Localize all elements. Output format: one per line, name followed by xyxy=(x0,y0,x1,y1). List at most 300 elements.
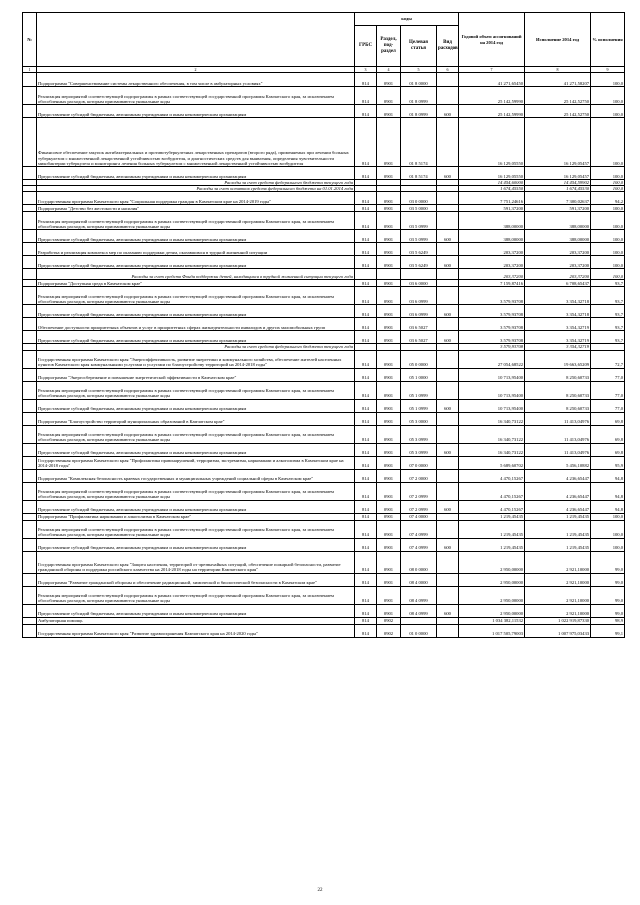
cell-cs: 01 0 0000 xyxy=(401,624,437,637)
cell-rz: 0902 xyxy=(377,617,401,624)
cell-cs: 01 8 0999 xyxy=(401,87,437,105)
cell-vr xyxy=(437,624,459,637)
cell-rz: 0901 xyxy=(377,331,401,344)
header-cs: Целевая статья xyxy=(401,26,437,67)
cell-grbs: 814 xyxy=(355,520,377,538)
cell-plan: 5 689,60702 xyxy=(459,456,525,469)
cell-cs: 03 5 6249 xyxy=(401,256,437,269)
cell-vr: 600 xyxy=(437,500,459,513)
cell-fact: 8 250,60733 xyxy=(525,368,591,381)
cell-fact: 14 454,59902 xyxy=(525,180,591,186)
cell-grbs: 814 xyxy=(355,604,377,617)
cell-grbs: 814 xyxy=(355,469,377,482)
cell-pct: 100,0 xyxy=(591,87,625,105)
table-row xyxy=(23,443,625,456)
cell-num xyxy=(23,192,37,205)
cell-name: Реализация мероприятий соответствующей подпрограммы в рамках соответствующей государственной программы Камчатского края, за исключением обособленных расходов, которым присваиваются уникальные коды xyxy=(37,425,355,443)
cell-plan: 203,37200 xyxy=(459,269,525,280)
cell-grbs: 814 xyxy=(355,412,377,425)
cell-name: Подпрограмма "Доступная среда в Камчатском крае" xyxy=(37,280,355,287)
cell-fact: 41 271,58207 xyxy=(525,73,591,87)
table-row xyxy=(23,87,625,105)
cell-pct: 99,1 xyxy=(591,624,625,637)
cell-pct: 93,7 xyxy=(591,331,625,344)
header-grbs: ГРБС xyxy=(355,26,377,67)
table-row xyxy=(23,331,625,344)
cell-vr xyxy=(437,482,459,500)
cell-grbs: 814 xyxy=(355,617,377,624)
cell-pct: 100,0 xyxy=(591,520,625,538)
cell-plan: 203,37200 xyxy=(459,256,525,269)
cell-grbs: 814 xyxy=(355,399,377,412)
table-row xyxy=(23,573,625,586)
cell-cs: 05 1 0000 xyxy=(401,368,437,381)
cell-pct: 100,0 xyxy=(591,180,625,186)
cell-num xyxy=(23,604,37,617)
cell-name: Реализация мероприятий соответствующей подпрограммы в рамках соответствующей государственной программы Камчатского края, за исключением обособленных расходов, которым присваиваются уникальные коды xyxy=(37,381,355,399)
cell-cs: 03 6 5027 xyxy=(401,331,437,344)
cell-plan: 7 159,87416 xyxy=(459,280,525,287)
cell-plan: 1 017 505,79003 xyxy=(459,624,525,637)
cell-vr xyxy=(437,425,459,443)
cell-grbs: 814 xyxy=(355,538,377,551)
cell-cs: 03 5 0000 xyxy=(401,205,437,212)
cell-plan: 203,37200 xyxy=(459,243,525,256)
cell-grbs: 814 xyxy=(355,167,377,180)
cell-num xyxy=(23,118,37,167)
table-row xyxy=(23,305,625,318)
cell-cs: 08 4 0999 xyxy=(401,604,437,617)
cell-rz: 0902 xyxy=(377,624,401,637)
cell-rz: 0901 xyxy=(377,482,401,500)
table-row xyxy=(23,350,625,368)
cell-fact: 2 921,10000 xyxy=(525,586,591,604)
table-row xyxy=(23,456,625,469)
cell-plan: 16 340,73122 xyxy=(459,443,525,456)
cell-plan: 2 950,00000 xyxy=(459,573,525,586)
cell-plan: 3 579,93708 xyxy=(459,318,525,331)
cell-plan: 4 470,15267 xyxy=(459,469,525,482)
cell-rz: 0901 xyxy=(377,551,401,573)
cell-vr xyxy=(437,192,459,205)
cell-plan: 41 271,65450 xyxy=(459,73,525,87)
cell-pct: 94,8 xyxy=(591,482,625,500)
cell-vr: 600 xyxy=(437,305,459,318)
table-row xyxy=(23,399,625,412)
cell-plan: 2 950,00000 xyxy=(459,551,525,573)
cell-plan: 3 579,93708 xyxy=(459,287,525,305)
cell-fact: 388,00000 xyxy=(525,230,591,243)
cell-cs: 05 3 0000 xyxy=(401,412,437,425)
cell-fact: 1 219,45435 xyxy=(525,513,591,520)
cell-grbs: 814 xyxy=(355,425,377,443)
table-row xyxy=(23,624,625,637)
cell-grbs: 814 xyxy=(355,318,377,331)
cell-vr xyxy=(437,287,459,305)
table-row xyxy=(23,425,625,443)
cell-vr xyxy=(437,73,459,87)
cell-name: Государственная программа Камчатского края "Энергоэффективность, развитие энергетики и коммунального хозяйства, обеспечение жителей населенных пунктов Камчатского края коммунальными услугами и услугами по благоустройству территорий на 2014-2018 годы" xyxy=(37,350,355,368)
cell-fact: 8 250,60733 xyxy=(525,399,591,412)
cell-pct: 100,0 xyxy=(591,73,625,87)
cell-pct: 69,8 xyxy=(591,425,625,443)
cell-cs: 01 8 5174 xyxy=(401,167,437,180)
cell-fact: 8 250,60733 xyxy=(525,381,591,399)
cell-vr: 600 xyxy=(437,256,459,269)
cell-num xyxy=(23,280,37,287)
cell-cs xyxy=(401,617,437,624)
cell-plan: 1 219,45435 xyxy=(459,538,525,551)
cell-num xyxy=(23,256,37,269)
cell-grbs: 814 xyxy=(355,551,377,573)
cell-grbs: 814 xyxy=(355,331,377,344)
cell-name: Реализация мероприятий соответствующей подпрограммы в рамках соответствующей государственной программы Камчатского края, за исключением обособленных расходов, которым присваиваются уникальные коды xyxy=(37,87,355,105)
cell-pct: 100,0 xyxy=(591,118,625,167)
cell-cs: 03 0 0000 xyxy=(401,192,437,205)
cell-pct: 100,0 xyxy=(591,212,625,230)
column-number: 5 xyxy=(401,67,437,73)
cell-fact: 11 413,04976 xyxy=(525,443,591,456)
cell-grbs: 814 xyxy=(355,456,377,469)
cell-num xyxy=(23,482,37,500)
cell-rz: 0901 xyxy=(377,73,401,87)
table-row xyxy=(23,205,625,212)
column-number: 3 xyxy=(355,67,377,73)
cell-rz: 0901 xyxy=(377,586,401,604)
cell-fact: 16 129,05457 xyxy=(525,167,591,180)
cell-fact: 25 142,52750 xyxy=(525,87,591,105)
cell-pct: 100,0 xyxy=(591,186,625,192)
cell-pct: 93,7 xyxy=(591,318,625,331)
cell-vr xyxy=(437,368,459,381)
cell-rz: 0901 xyxy=(377,399,401,412)
cell-rz: 0901 xyxy=(377,456,401,469)
column-number: 1 xyxy=(23,67,37,73)
cell-rz: 0901 xyxy=(377,205,401,212)
cell-plan: 2 950,00000 xyxy=(459,604,525,617)
cell-rz: 0901 xyxy=(377,230,401,243)
header-codes: коды xyxy=(355,13,459,26)
cell-name: Расходы за счет средств Фонда поддержки детей, находящихся в трудной жизненной ситуации текущего года xyxy=(37,269,355,280)
cell-name: Подпрограмма "Развитие гражданской обороны и обеспечение радиационной, химической и биологической безопасности в Камчатском крае" xyxy=(37,573,355,586)
cell-name: Расходы за счет средств федерального бюджета текущего года xyxy=(37,180,355,186)
cell-plan: 25 142,59990 xyxy=(459,105,525,118)
cell-rz: 0901 xyxy=(377,520,401,538)
cell-num xyxy=(23,205,37,212)
cell-rz: 0901 xyxy=(377,305,401,318)
cell-fact: 1 219,45435 xyxy=(525,520,591,538)
cell-grbs: 814 xyxy=(355,280,377,287)
cell-name: Реализация мероприятий соответствующей подпрограммы в рамках соответствующей государственной программы Камчатского края, за исключением обособленных расходов, которым присваиваются уникальные коды xyxy=(37,482,355,500)
cell-cs: 07 4 0999 xyxy=(401,538,437,551)
cell-plan: 7 751,24616 xyxy=(459,192,525,205)
cell-cs: 03 5 0999 xyxy=(401,212,437,230)
cell-num xyxy=(23,368,37,381)
cell-name: Реализация мероприятий соответствующей подпрограммы в рамках соответствующей государственной программы Камчатского края, за исключением обособленных расходов, которым присваиваются уникальные коды xyxy=(37,287,355,305)
cell-name: Государственная программа Камчатского края "Защита населения, территорий от чрезвычайных ситуаций, обеспечение пожарной безопасности, развитие гражданской обороны и поддержка российского казачества на 2014-2018 годы на территории Камчатского края" xyxy=(37,551,355,573)
cell-rz: 0901 xyxy=(377,287,401,305)
cell-grbs: 814 xyxy=(355,500,377,513)
cell-num xyxy=(23,513,37,520)
cell-num xyxy=(23,105,37,118)
cell-fact: 4 236,65447 xyxy=(525,500,591,513)
cell-name: Предоставление субсидий бюджетным, автономным учреждениям и иным некоммерческим организациям xyxy=(37,230,355,243)
cell-pct: 94,8 xyxy=(591,469,625,482)
cell-cs: 08 4 0999 xyxy=(401,586,437,604)
table-row xyxy=(23,586,625,604)
table-row xyxy=(23,105,625,118)
table-row xyxy=(23,212,625,230)
cell-fact: 2 921,10000 xyxy=(525,573,591,586)
header-razdel: Раздел, под-раздел xyxy=(377,26,401,67)
table-note-row xyxy=(23,269,625,280)
cell-num xyxy=(23,269,37,280)
cell-grbs: 814 xyxy=(355,305,377,318)
cell-rz: 0901 xyxy=(377,105,401,118)
cell-vr xyxy=(437,412,459,425)
cell-vr: 600 xyxy=(437,399,459,412)
table-body xyxy=(23,73,625,638)
cell-pct: 100,0 xyxy=(591,243,625,256)
cell-num xyxy=(23,520,37,538)
cell-fact: 591,37200 xyxy=(525,205,591,212)
cell-plan: 4 470,15267 xyxy=(459,500,525,513)
column-number: 4 xyxy=(377,67,401,73)
cell-num xyxy=(23,500,37,513)
cell-vr: 600 xyxy=(437,167,459,180)
cell-vr xyxy=(437,469,459,482)
table-row xyxy=(23,280,625,287)
cell-plan: 14 454,60000 xyxy=(459,180,525,186)
cell-grbs: 814 xyxy=(355,368,377,381)
cell-pct: 100,0 xyxy=(591,513,625,520)
cell-rz: 0901 xyxy=(377,318,401,331)
cell-pct: 100,0 xyxy=(591,538,625,551)
cell-pct: 100,0 xyxy=(591,205,625,212)
cell-grbs: 814 xyxy=(355,624,377,637)
cell-num xyxy=(23,212,37,230)
cell-grbs: 814 xyxy=(355,73,377,87)
cell-fact: 5 456,10882 xyxy=(525,456,591,469)
cell-name: Предоставление субсидий бюджетным, автономным учреждениям и иным некоммерческим организациям xyxy=(37,500,355,513)
cell-grbs: 814 xyxy=(355,513,377,520)
cell-grbs: 814 xyxy=(355,243,377,256)
cell-num xyxy=(23,538,37,551)
cell-pct: 100,0 xyxy=(591,105,625,118)
cell-cs: 05 3 0999 xyxy=(401,443,437,456)
header-num: № xyxy=(23,13,37,67)
cell-name: Подпрограмма "Профилактика наркомании и алкоголизма в Камчатском крае" xyxy=(37,513,355,520)
cell-vr xyxy=(437,573,459,586)
column-number: 9 xyxy=(591,67,625,73)
table-row xyxy=(23,73,625,87)
cell-plan: 16 129,05550 xyxy=(459,118,525,167)
cell-fact: 1 219,45435 xyxy=(525,538,591,551)
cell-vr xyxy=(437,243,459,256)
cell-plan: 16 340,73122 xyxy=(459,425,525,443)
cell-cs: 07 2 0000 xyxy=(401,469,437,482)
cell-plan: 10 713,95400 xyxy=(459,399,525,412)
cell-rz: 0901 xyxy=(377,469,401,482)
cell-plan: 2 950,00000 xyxy=(459,586,525,604)
cell-fact: 203,37200 xyxy=(525,269,591,280)
cell-rz: 0901 xyxy=(377,118,401,167)
cell-pct: 77,0 xyxy=(591,381,625,399)
table-row xyxy=(23,500,625,513)
cell-name: Государственная программа Камчатского края "Развитие здравоохранения Камчатского края на 2014-2020 годы" xyxy=(37,624,355,637)
cell-cs: 01 8 0999 xyxy=(401,105,437,118)
table-row xyxy=(23,538,625,551)
cell-rz: 0901 xyxy=(377,87,401,105)
cell-pct: 72,7 xyxy=(591,350,625,368)
cell-vr xyxy=(437,520,459,538)
cell-name: Подпрограмма "Благоустройство территорий муниципальных образований в Камчатском крае" xyxy=(37,412,355,425)
table-row xyxy=(23,368,625,381)
cell-name: Государственная программа Камчатского края "Социальная поддержка граждан в Камчатском крае на 2014-2019 годы" xyxy=(37,192,355,205)
cell-fact: 1 674,45530 xyxy=(525,186,591,192)
page-number: 22 xyxy=(317,888,323,893)
table-row xyxy=(23,167,625,180)
cell-num xyxy=(23,551,37,573)
cell-rz: 0901 xyxy=(377,280,401,287)
cell-cs: 05 0 0000 xyxy=(401,350,437,368)
cell-num xyxy=(23,425,37,443)
table-row xyxy=(23,381,625,399)
cell-rz: 0901 xyxy=(377,573,401,586)
table-row xyxy=(23,318,625,331)
cell-vr xyxy=(437,205,459,212)
cell-fact: 11 413,04976 xyxy=(525,412,591,425)
cell-name: Расходы за счет средств федерального бюджета текущего года xyxy=(37,344,355,350)
cell-fact: 2 921,10000 xyxy=(525,604,591,617)
table-row xyxy=(23,287,625,305)
table-row xyxy=(23,230,625,243)
cell-rz: 0901 xyxy=(377,381,401,399)
cell-grbs: 814 xyxy=(355,230,377,243)
cell-rz: 0901 xyxy=(377,192,401,205)
cell-num xyxy=(23,230,37,243)
cell-plan: 27 054,68522 xyxy=(459,350,525,368)
cell-cs: 03 6 0999 xyxy=(401,287,437,305)
cell-grbs: 814 xyxy=(355,573,377,586)
cell-plan: 3 579,93708 xyxy=(459,344,525,350)
cell-num xyxy=(23,331,37,344)
cell-grbs: 814 xyxy=(355,287,377,305)
cell-rz xyxy=(377,269,401,280)
cell-pct: 69,8 xyxy=(591,412,625,425)
cell-fact: 1 007 975,03433 xyxy=(525,624,591,637)
budget-table xyxy=(22,12,625,638)
cell-num xyxy=(23,443,37,456)
cell-grbs: 814 xyxy=(355,350,377,368)
cell-num xyxy=(23,243,37,256)
cell-vr: 600 xyxy=(437,443,459,456)
cell-name: Предоставление субсидий бюджетным, автономным учреждениям и иным некоммерческим организациям xyxy=(37,399,355,412)
cell-num xyxy=(23,586,37,604)
table-row xyxy=(23,617,625,624)
cell-grbs: 814 xyxy=(355,256,377,269)
cell-grbs: 814 xyxy=(355,87,377,105)
cell-vr: 600 xyxy=(437,331,459,344)
cell-name: Предоставление субсидий бюджетным, автономным учреждениям и иным некоммерческим организациям xyxy=(37,604,355,617)
cell-cs: 07 2 0999 xyxy=(401,482,437,500)
cell-fact: 4 236,65447 xyxy=(525,482,591,500)
cell-cs: 01 8 5174 xyxy=(401,118,437,167)
cell-pct: 100,0 xyxy=(591,269,625,280)
cell-grbs xyxy=(355,269,377,280)
cell-fact: 1 022 919,87330 xyxy=(525,617,591,624)
cell-cs: 01 8 0000 xyxy=(401,73,437,87)
cell-name: Предоставление субсидий бюджетным, автономным учреждениям и иным некоммерческим организациям xyxy=(37,105,355,118)
cell-vr: 600 xyxy=(437,105,459,118)
table-row xyxy=(23,520,625,538)
cell-cs xyxy=(401,269,437,280)
column-number: 6 xyxy=(437,67,459,73)
cell-rz: 0901 xyxy=(377,368,401,381)
cell-pct: 93,7 xyxy=(591,280,625,287)
cell-plan: 16 129,05550 xyxy=(459,167,525,180)
cell-pct: 93,7 xyxy=(591,287,625,305)
table-row xyxy=(23,604,625,617)
cell-cs: 03 5 6249 xyxy=(401,243,437,256)
cell-fact: 4 236,65447 xyxy=(525,469,591,482)
cell-grbs: 814 xyxy=(355,205,377,212)
cell-name: Предоставление субсидий бюджетным, автономным учреждениям и иным некоммерческим организациям xyxy=(37,305,355,318)
cell-pct: 99,0 xyxy=(591,586,625,604)
cell-plan: 4 470,15267 xyxy=(459,482,525,500)
cell-name: Подпрограмма "Энергосбережение и повышение энергетической эффективности в Камчатском крае" xyxy=(37,368,355,381)
cell-name: Расходы за счет остатков средств федерального бюджета на 01.01.2014 года xyxy=(37,186,355,192)
column-number: 7 xyxy=(459,67,525,73)
cell-num xyxy=(23,318,37,331)
cell-fact: 3 354,32719 xyxy=(525,344,591,350)
cell-plan: 25 142,59990 xyxy=(459,87,525,105)
cell-cs: 07 2 0999 xyxy=(401,500,437,513)
table-row xyxy=(23,192,625,205)
cell-num xyxy=(23,624,37,637)
cell-fact: 11 413,04976 xyxy=(525,425,591,443)
cell-name: Амбулаторная помощь xyxy=(37,617,355,624)
header-plan: Годовой объем ассигнований на 2014 год xyxy=(459,13,525,67)
cell-vr xyxy=(437,280,459,287)
header-pct: % исполнения xyxy=(591,13,625,67)
cell-grbs: 814 xyxy=(355,443,377,456)
cell-rz: 0901 xyxy=(377,212,401,230)
cell-fact: 2 921,10000 xyxy=(525,551,591,573)
cell-rz: 0901 xyxy=(377,167,401,180)
cell-plan: 591,37200 xyxy=(459,205,525,212)
cell-vr xyxy=(437,551,459,573)
cell-grbs: 814 xyxy=(355,586,377,604)
cell-rz: 0901 xyxy=(377,350,401,368)
cell-fact: 16 129,05457 xyxy=(525,118,591,167)
cell-num xyxy=(23,469,37,482)
cell-plan: 388,00000 xyxy=(459,230,525,243)
cell-num xyxy=(23,573,37,586)
cell-cs: 03 5 0999 xyxy=(401,230,437,243)
cell-plan: 3 579,93708 xyxy=(459,331,525,344)
cell-pct: 77,0 xyxy=(591,399,625,412)
table-row xyxy=(23,551,625,573)
cell-name: Подпрограмма "Совершенствование системы лекарственного обеспечения, в том числе в амбулаторных условиях" xyxy=(37,73,355,87)
table-row xyxy=(23,482,625,500)
table-row xyxy=(23,118,625,167)
cell-grbs: 814 xyxy=(355,381,377,399)
column-number: 2 xyxy=(37,67,355,73)
cell-plan: 10 713,95400 xyxy=(459,381,525,399)
cell-fact: 3 354,32718 xyxy=(525,305,591,318)
cell-num xyxy=(23,381,37,399)
